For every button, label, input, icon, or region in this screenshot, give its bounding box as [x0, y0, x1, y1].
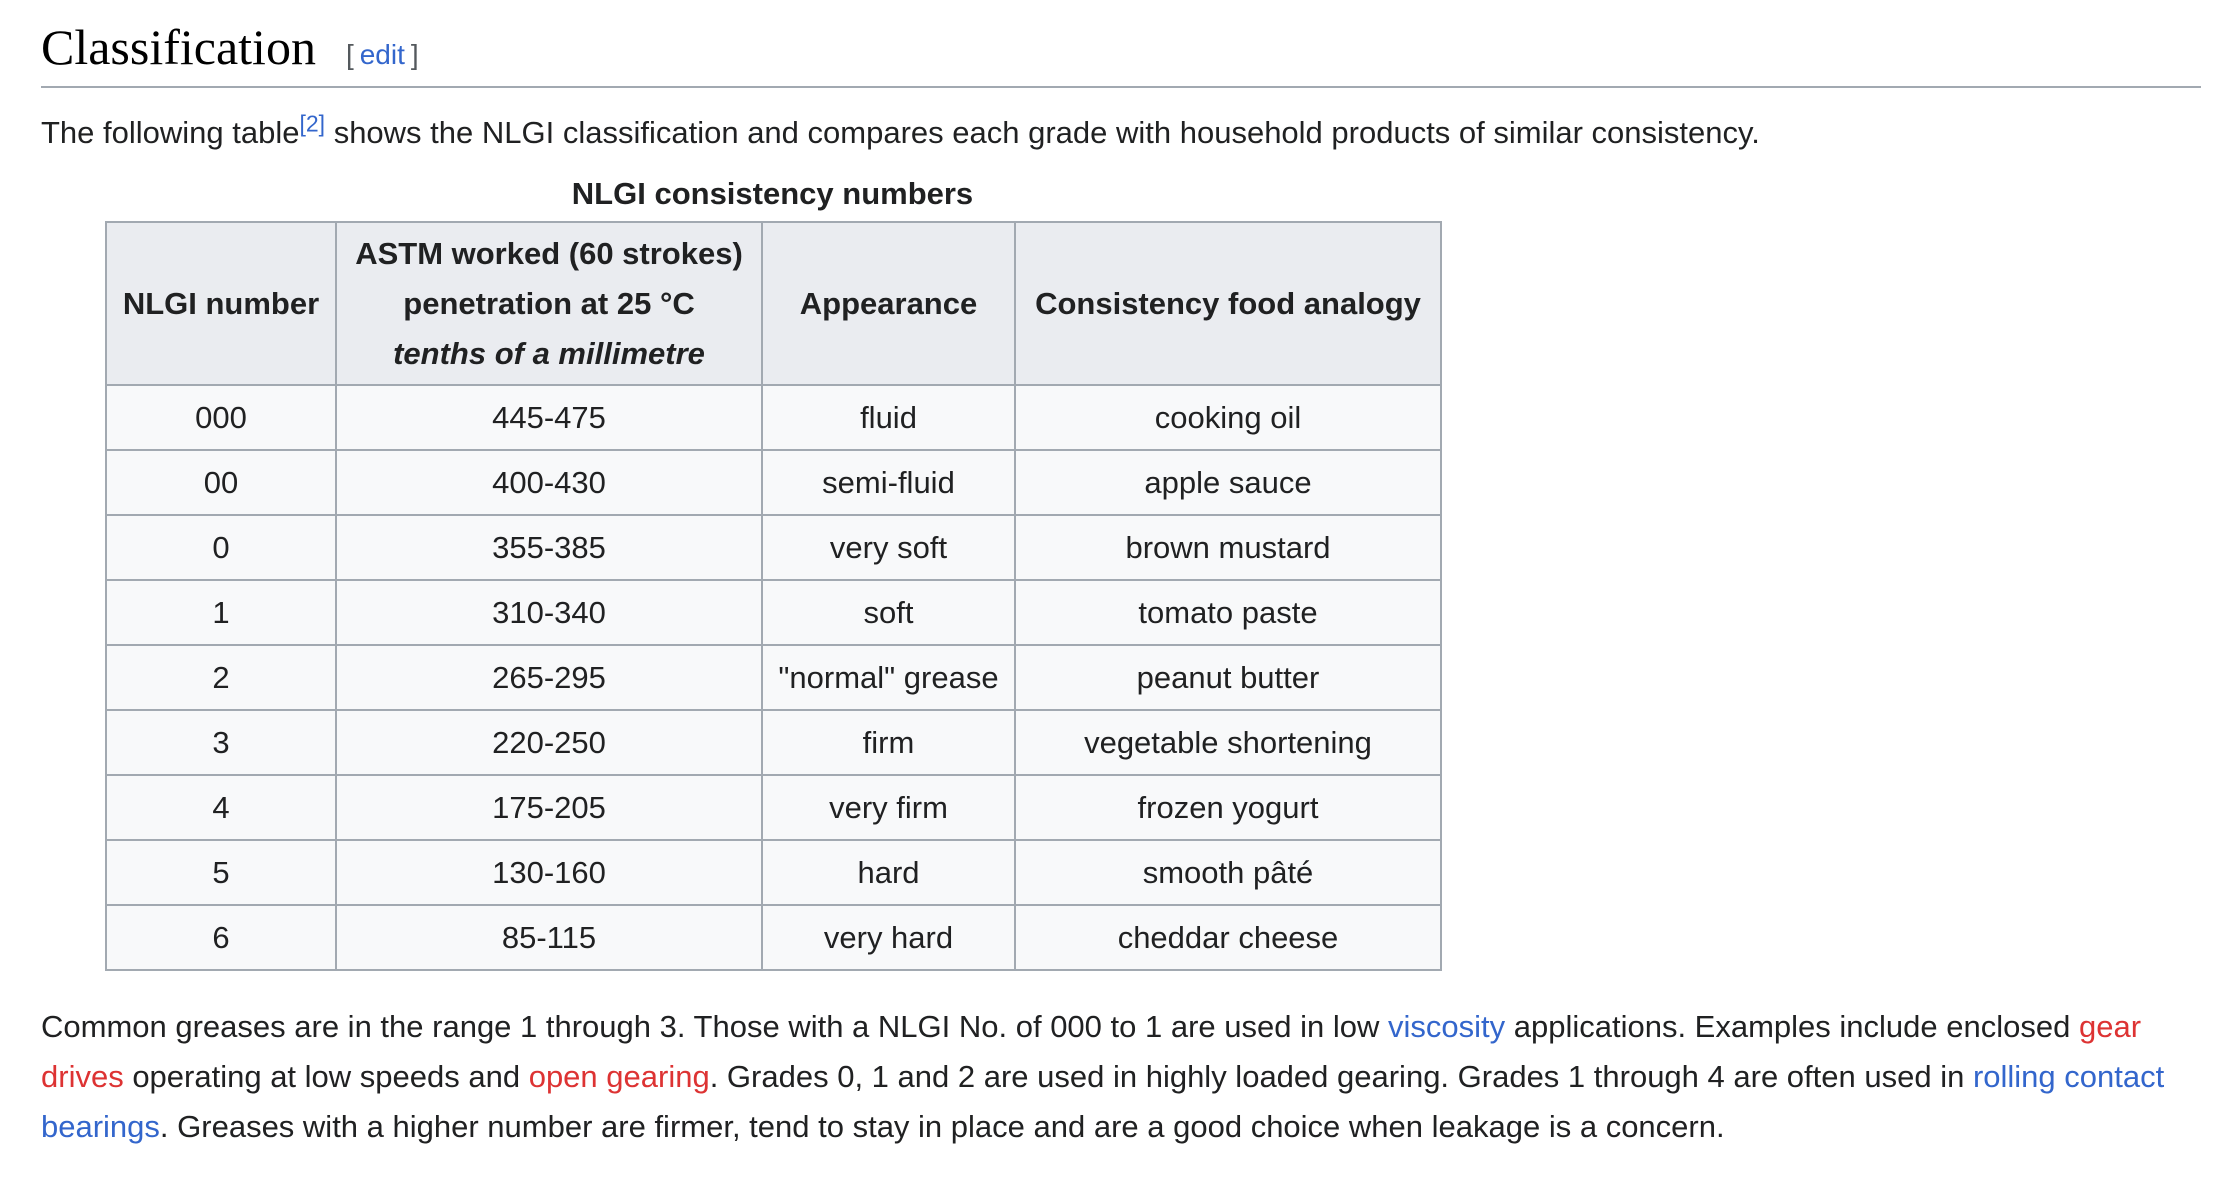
cell-penetration: 130-160	[336, 840, 762, 905]
viscosity-link[interactable]: viscosity	[1387, 1009, 1506, 1044]
table-row	[106, 775, 1441, 840]
table-row	[106, 450, 1441, 515]
table-row	[106, 385, 1441, 450]
cell-nlgi: 1	[106, 580, 336, 645]
cell-nlgi: 5	[106, 840, 336, 905]
cell-appearance: soft	[762, 580, 1015, 645]
cell-analogy: smooth pâté	[1015, 840, 1441, 905]
intro-text-after: shows the NLGI classification and compares each grade with household products of similar consistency.	[325, 115, 1760, 150]
header-appearance: Appearance	[762, 222, 1015, 385]
outro-text-5: . Greases with a higher number are firmer, tend to stay in place and are a good choice when leakage is a concern.	[159, 1109, 1725, 1144]
intro-paragraph	[41, 108, 2201, 158]
article-content	[41, 0, 2201, 158]
header-nlgi-number: NLGI number	[106, 222, 336, 385]
nlgi-table	[105, 221, 1442, 971]
cell-appearance: semi-fluid	[762, 450, 1015, 515]
cell-analogy: brown mustard	[1015, 515, 1441, 580]
reference-link[interactable]: [2]	[299, 110, 326, 137]
outro-text-4: . Grades 0, 1 and 2 are used in highly loaded gearing. Grades 1 through 4 are often used in	[709, 1059, 1973, 1094]
cell-analogy: cooking oil	[1015, 385, 1441, 450]
cell-nlgi: 3	[106, 710, 336, 775]
cell-analogy: apple sauce	[1015, 450, 1441, 515]
outro-text-1: Common greases are in the range 1 through 3. Those with a NLGI No. of 000 to 1 are used in low	[41, 1009, 1388, 1044]
outro-paragraph	[41, 1002, 2216, 1152]
header-astm-line2: penetration at 25 °C	[403, 285, 695, 321]
cell-penetration: 310-340	[336, 580, 762, 645]
edit-bracket-open: [	[345, 39, 354, 70]
header-astm-penetration	[336, 222, 762, 385]
reference-superscript	[300, 111, 326, 137]
cell-penetration: 400-430	[336, 450, 762, 515]
cell-nlgi: 0	[106, 515, 336, 580]
cell-penetration: 445-475	[336, 385, 762, 450]
table-row	[106, 515, 1441, 580]
cell-nlgi: 4	[106, 775, 336, 840]
cell-analogy: tomato paste	[1015, 580, 1441, 645]
cell-penetration: 175-205	[336, 775, 762, 840]
cell-nlgi: 00	[106, 450, 336, 515]
cell-appearance: "normal" grease	[762, 645, 1015, 710]
outro-text-3: operating at low speeds and	[123, 1059, 529, 1094]
intro-text-before: The following table	[41, 115, 300, 150]
section-heading	[41, 19, 2201, 88]
table-caption: NLGI consistency numbers	[571, 176, 974, 211]
cell-nlgi: 6	[106, 905, 336, 970]
cell-appearance: very hard	[762, 905, 1015, 970]
cell-penetration: 265-295	[336, 645, 762, 710]
table-row	[106, 645, 1441, 710]
cell-nlgi: 000	[106, 385, 336, 450]
header-astm-line1: ASTM worked (60 strokes)	[355, 235, 743, 271]
edit-section	[346, 39, 419, 71]
edit-bracket-close: ]	[410, 39, 419, 70]
table-row	[106, 905, 1441, 970]
cell-appearance: firm	[762, 710, 1015, 775]
cell-penetration: 355-385	[336, 515, 762, 580]
cell-appearance: hard	[762, 840, 1015, 905]
cell-appearance: very firm	[762, 775, 1015, 840]
cell-nlgi: 2	[106, 645, 336, 710]
cell-analogy: frozen yogurt	[1015, 775, 1441, 840]
header-food-analogy: Consistency food analogy	[1015, 222, 1441, 385]
table-row	[106, 580, 1441, 645]
table-row	[106, 710, 1441, 775]
gear-drives-link[interactable]: gear drives	[41, 1009, 2142, 1094]
cell-analogy: vegetable shortening	[1015, 710, 1441, 775]
cell-penetration: 220-250	[336, 710, 762, 775]
edit-link[interactable]: edit	[359, 39, 405, 70]
cell-penetration: 85-115	[336, 905, 762, 970]
table-header-row	[106, 222, 1441, 385]
cell-appearance: fluid	[762, 385, 1015, 450]
cell-analogy: cheddar cheese	[1015, 905, 1441, 970]
table-row	[106, 840, 1441, 905]
cell-analogy: peanut butter	[1015, 645, 1441, 710]
section-title: Classification	[41, 19, 316, 75]
outro-text-2: applications. Examples include enclosed	[1505, 1009, 2079, 1044]
open-gearing-link[interactable]: open gearing	[528, 1059, 710, 1094]
cell-appearance: very soft	[762, 515, 1015, 580]
rolling-contact-bearings-link[interactable]: rolling contact bearings	[41, 1059, 2165, 1144]
header-astm-unit: tenths of a millimetre	[393, 335, 705, 371]
